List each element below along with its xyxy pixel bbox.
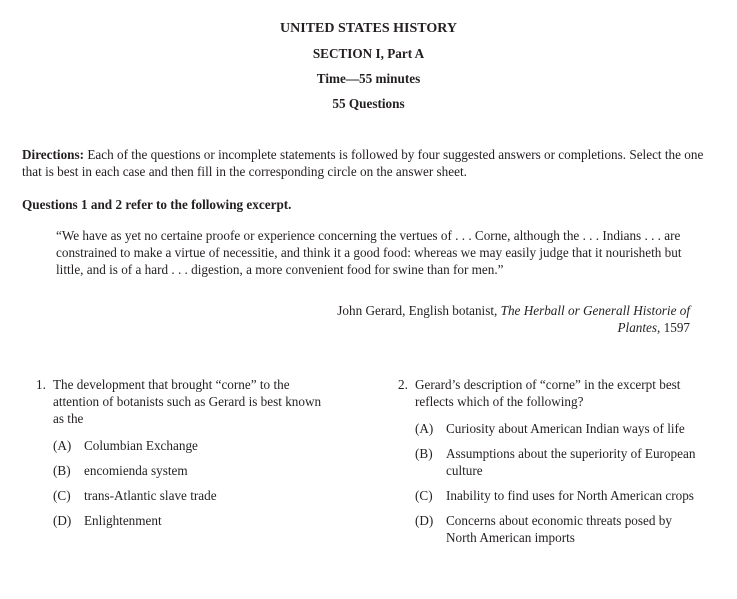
option-letter: (A) — [415, 421, 434, 436]
directions — [22, 146, 712, 180]
exam-title: UNITED STATES HISTORY — [280, 21, 457, 36]
question-number: 1. — [36, 377, 46, 392]
option-text: Assumptions about the superiority of European culture — [446, 446, 696, 478]
option-letter: (C) — [53, 488, 71, 503]
attribution-year: , 1597 — [657, 320, 690, 335]
option-letter: (C) — [415, 488, 433, 503]
time-limit: Time—55 minutes — [316, 71, 421, 86]
question-count: 55 Questions — [332, 96, 405, 111]
question-stem — [398, 376, 698, 410]
excerpt-attribution — [300, 302, 690, 336]
answer-option-c[interactable] — [53, 487, 336, 504]
question-stem — [36, 376, 336, 427]
question-2 — [398, 376, 698, 554]
option-text: encomienda system — [84, 463, 188, 478]
question-text: The development that brought “corne” to the attention of botanists such as Gerard is best known as the — [53, 377, 322, 426]
answer-option-d[interactable] — [53, 512, 336, 529]
option-letter: (D) — [415, 513, 434, 528]
directions-label: Directions: — [22, 147, 85, 162]
option-letter: (A) — [53, 438, 72, 453]
answer-option-b[interactable] — [415, 445, 698, 479]
option-letter: (D) — [53, 513, 72, 528]
answer-option-b[interactable] — [53, 462, 336, 479]
answer-option-a[interactable] — [415, 420, 698, 437]
option-text: Enlightenment — [84, 513, 162, 528]
option-text: Curiosity about American Indian ways of life — [446, 421, 685, 436]
answer-option-d[interactable] — [415, 512, 698, 546]
question-1 — [36, 376, 336, 537]
answer-options — [53, 437, 336, 529]
option-text: Inability to find uses for North American crops — [446, 488, 694, 503]
answer-option-c[interactable] — [415, 487, 698, 504]
option-text: Concerns about economic threats posed by North American imports — [446, 513, 672, 545]
attribution-book-title: The Herball or Generall Historie of Plantes — [500, 303, 690, 335]
section-label: SECTION I, Part A — [312, 46, 425, 61]
question-number: 2. — [398, 377, 408, 392]
answer-option-a[interactable] — [53, 437, 336, 454]
question-text: Gerard’s description of “corne” in the excerpt best reflects which of the following? — [415, 377, 681, 409]
option-text: Columbian Exchange — [84, 438, 198, 453]
directions-text: Each of the questions or incomplete statements is followed by four suggested answers or completions. Select the one that is best in each case and then fill in the corresponding circle on the answer sheet. — [22, 147, 704, 179]
answer-options — [415, 420, 698, 546]
option-text: trans-Atlantic slave trade — [84, 488, 217, 503]
attribution-author: John Gerard, English botanist, — [337, 303, 501, 318]
question-reference: Questions 1 and 2 refer to the following excerpt. — [22, 197, 292, 212]
excerpt-quote: “We have as yet no certaine proofe or experience concerning the vertues of . . . Corne, although the . . . Indians . . . are constrained to make a virtue of necessitie, and think it a good food: whereas we may easily judge that it nourisheth but little, and is of a hard . . . digestion, a more convenient food for swine than for men.” — [56, 228, 682, 277]
option-letter: (B) — [53, 463, 71, 478]
option-letter: (B) — [415, 446, 433, 461]
